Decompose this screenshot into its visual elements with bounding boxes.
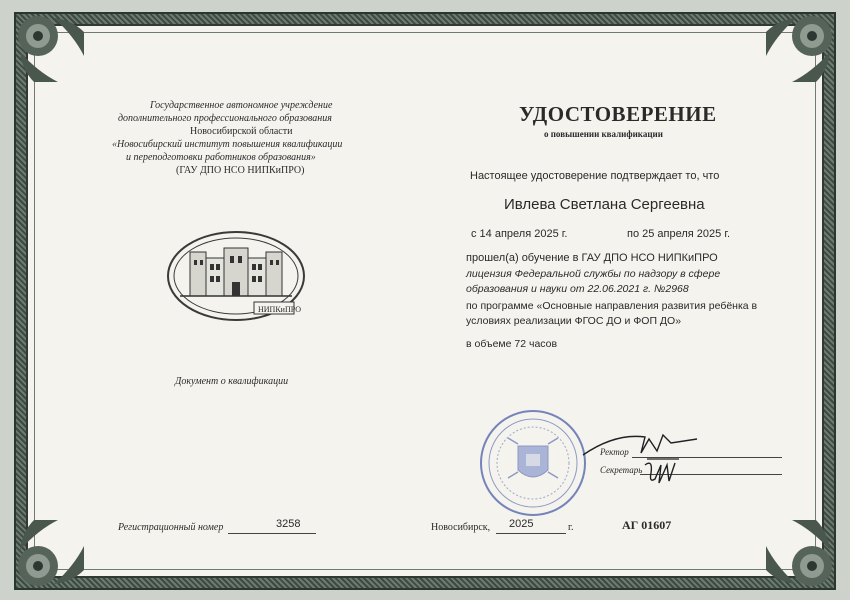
document-type-label: Документ о квалификации [175,376,289,387]
certificate-subtitle: о повышении квалификации [544,129,663,139]
date-from: с 14 апреля 2025 г. [471,228,568,240]
issue-city: Новосибирск, [431,522,491,533]
confirmation-text: Настоящее удостоверение подтверждает то, что [470,170,720,182]
date-to: по 25 апреля 2025 г. [627,228,731,240]
program-line-1: по программе «Основные направления развития ребёнка в [466,300,758,312]
holder-name: Ивлева Светлана Сергеевна [504,196,705,213]
certificate-title: УДОСТОВЕРЕНИЕ [519,102,717,126]
logo-label: НИПКиПРО [258,305,302,314]
license-line-1: лицензия Федеральной службы по надзору в сфере [466,268,721,280]
institution-line-1: Государственное автономное учреждение [150,100,333,111]
institution-line-6: (ГАУ ДПО НСО НИПКиПРО) [176,165,305,176]
registration-number-line [228,533,316,534]
corner-ornament-bottom-right [764,518,836,590]
year-suffix: г. [568,522,574,533]
issue-year-line [496,533,566,534]
program-line-2: условиях реализации ФГОС ДО и ФОП ДО» [466,315,682,327]
registration-number: 3258 [276,518,301,530]
serial-number: АГ 01607 [622,518,672,532]
secretary-label: Секретарь [600,465,643,475]
handwritten-signatures [575,425,705,495]
institution-line-2: дополнительного профессионального образования [118,113,332,124]
registration-label: Регистрационный номер [118,522,224,533]
official-stamp [478,408,588,518]
institution-line-3: Новосибирской области [190,126,293,137]
license-line-2: образования и науки от 22.06.2021 г. №2968 [466,283,689,295]
rector-label: Ректор [600,447,629,457]
corner-ornament-top-right [764,12,836,84]
hours-text: в объеме 72 часов [466,338,558,350]
training-text: прошел(а) обучение в ГАУ ДПО НСО НИПКиПРО [466,252,718,264]
institution-line-4: «Новосибирский институт повышения квалификации [112,139,343,150]
corner-ornament-top-left [14,12,86,84]
corner-ornament-bottom-left [14,518,86,590]
institution-line-5: и переподготовки работников образования» [126,152,316,163]
issue-year: 2025 [509,518,534,530]
